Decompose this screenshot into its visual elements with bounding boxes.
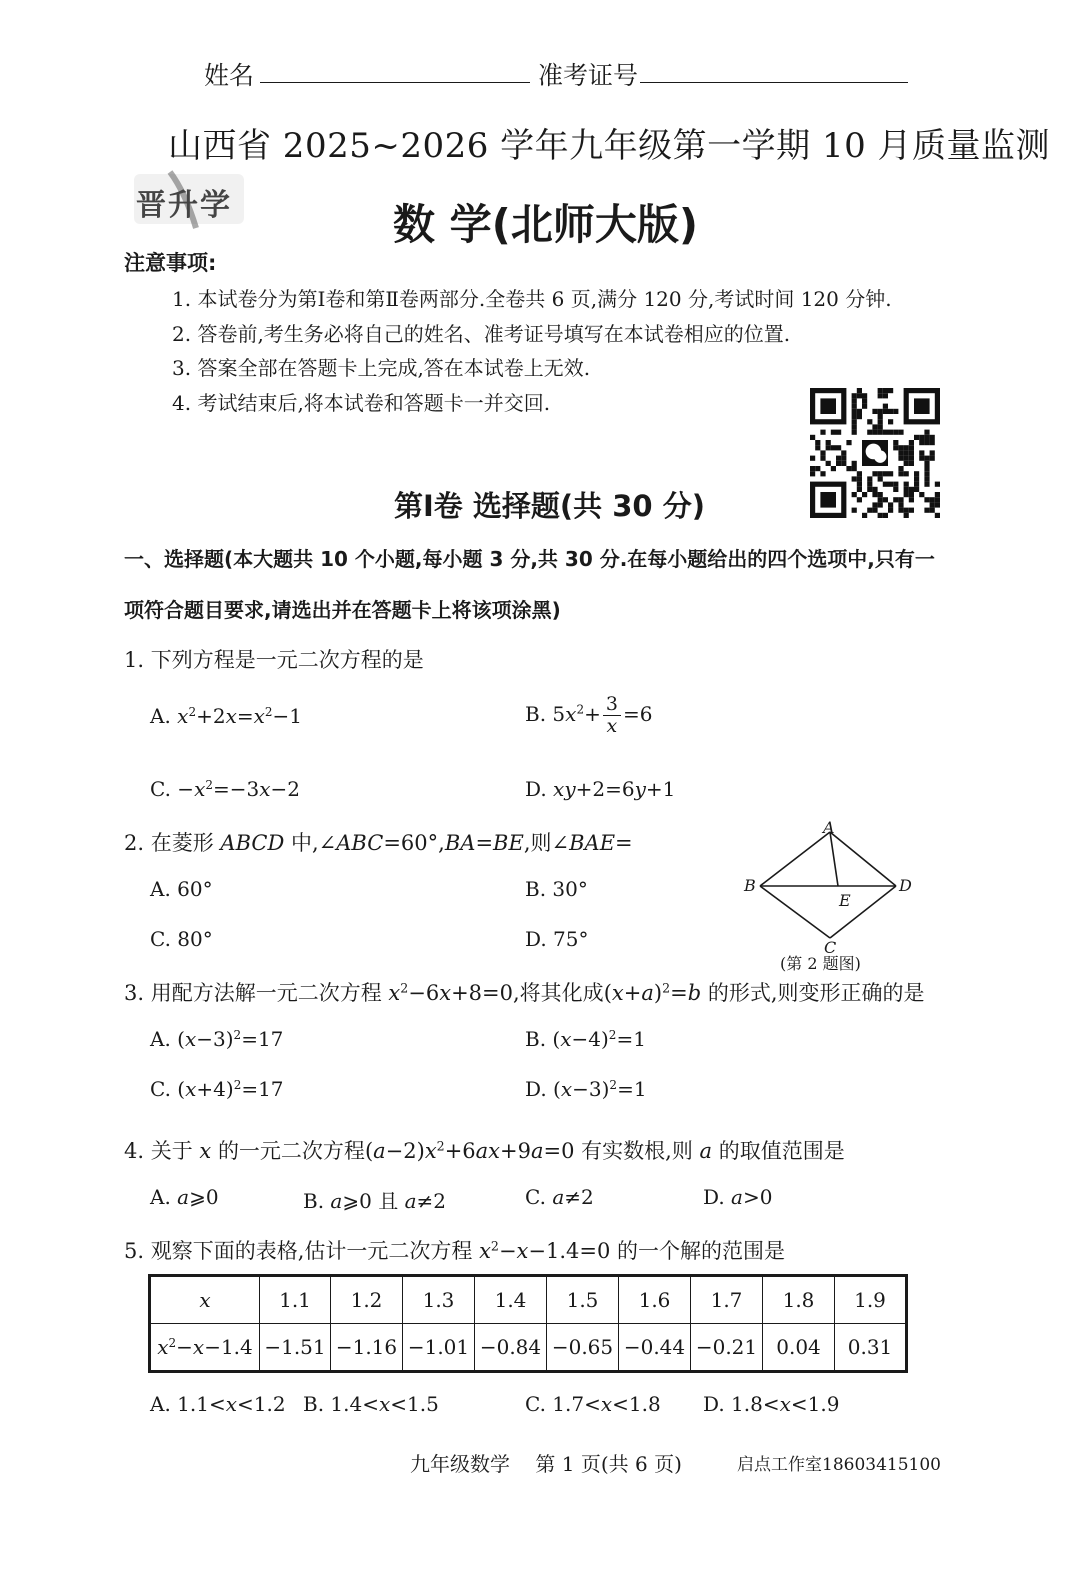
table-cell: 1.5 [547,1276,619,1324]
q3-stem: 3. 用配方法解一元二次方程 $x^2-6x+8=0$,将其化成$(x+a)^2=b$ 的形式,则变形正确的是 [124,980,925,1005]
qr-code[interactable] [810,388,940,518]
q5-option-b[interactable]: B. 1.4<x<1.5 [303,1392,439,1416]
q1-option-d[interactable]: D. xy+2=6y+1 [525,777,676,801]
q2-rhombus-figure [738,820,938,960]
q3-option-c[interactable]: C. $(x+4)^2=17$ [150,1077,284,1101]
table-cell: 1.3 [403,1276,475,1324]
table-cell: 0.31 [835,1324,907,1372]
q5-stem: 5. 观察下面的表格,估计一元二次方程 $x^2-x-1.4=0$ 的一个解的范围是 [124,1238,786,1263]
notice-item-3: 3. 答案全部在答题卡上完成,答在本试卷上无效. [172,356,591,380]
q2-figure-caption: (第 2 题图) [780,954,861,973]
logo-text: 晋升学 [136,188,232,223]
id-blank[interactable] [640,60,908,83]
q2-option-b[interactable]: B. 30° [525,877,588,901]
table-cell: −1.01 [403,1324,475,1372]
table-row-x [150,1276,907,1324]
q1-option-a[interactable]: A. $x^2+2x=x^2-1$ [150,704,303,728]
q5-option-c[interactable]: C. 1.7<x<1.8 [525,1392,661,1416]
point-c-label: C [824,938,837,957]
section-title: 第Ⅰ卷 选择题(共 30 分) [394,489,705,523]
table-row-f [150,1324,907,1372]
q3-option-a[interactable]: A. $(x-3)^2=17$ [150,1027,284,1051]
table-cell: 1.8 [763,1276,835,1324]
q3-option-b[interactable]: B. $(x-4)^2=1$ [525,1027,646,1051]
id-label: 准考证号 [538,61,639,90]
table-cell: 0.04 [763,1324,835,1372]
q1-fraction: $\frac{3}{x}$ [603,694,621,737]
q2-option-a[interactable]: A. 60° [150,877,213,901]
footer-studio: 启点工作室18603415100 [737,1455,941,1475]
table-cell: 1.7 [691,1276,763,1324]
table-cell: −0.44 [619,1324,691,1372]
q3-option-d[interactable]: D. $(x-3)^2=1$ [525,1077,647,1101]
q4-stem: 4. 关于 x 的一元二次方程$(a-2)x^2+6ax+9a=0$ 有实数根,则 a 的取值范围是 [124,1138,845,1163]
point-e-label: E [839,891,851,910]
table-cell: −0.84 [475,1324,547,1372]
table-cell: 1.4 [475,1276,547,1324]
table-cell: −0.65 [547,1324,619,1372]
q5-option-d[interactable]: D. 1.8<x<1.9 [703,1392,840,1416]
q2-stem: 2. 在菱形 ABCD 中,∠ABC=60°,BA=BE,则∠BAE= [124,831,633,855]
point-d-label: D [899,876,912,895]
notice-item-1: 1. 本试卷分为第Ⅰ卷和第Ⅱ卷两部分.全卷共 6 页,满分 120 分,考试时间 120 分钟. [172,287,892,311]
notice-heading: 注意事项: [124,251,217,275]
q4-option-d[interactable]: D. a>0 [703,1185,773,1209]
table-cell: 1.9 [835,1276,907,1324]
footer-page-info: 九年级数学 第 1 页(共 6 页) [410,1452,682,1476]
table-cell: 1.1 [260,1276,331,1324]
table-cell: 1.2 [331,1276,403,1324]
q1-stem: 1. 下列方程是一元二次方程的是 [124,648,424,672]
q2-option-d[interactable]: D. 75° [525,927,589,951]
name-label: 姓名 [204,61,255,90]
table-header-f: $x^2-x-1.4$ [150,1324,260,1372]
section-instruction-2: 项符合题目要求,请选出并在答题卡上将该项涂黑) [124,598,561,622]
q4-option-c[interactable]: C. a≠2 [525,1185,594,1209]
q5-value-table [148,1274,908,1373]
q4-option-b[interactable]: B. a⩾0 且 a≠2 [303,1189,446,1213]
notice-item-4: 4. 考试结束后,将本试卷和答题卡一并交回. [172,391,551,415]
table-cell: −1.51 [260,1324,331,1372]
q1-option-b[interactable]: B. $5x^2+$ $\frac{3}{x}$ =6 [525,693,653,737]
exam-title: 山西省 2025~2026 学年九年级第一学期 10 月质量监测 [168,126,1051,166]
q5-option-a[interactable]: A. 1.1<x<1.2 [150,1392,286,1416]
point-b-label: B [744,876,756,895]
table-cell: −0.21 [691,1324,763,1372]
notice-item-2: 2. 答卷前,考生务必将自己的姓名、准考证号填写在本试卷相应的位置. [172,322,791,346]
table-header-x: x [150,1276,260,1324]
q1-option-c[interactable]: C. $-x^2=-3x-2$ [150,777,301,801]
q2-option-c[interactable]: C. 80° [150,927,213,951]
section-instruction-1: 一、选择题(本大题共 10 个小题,每小题 3 分,共 30 分.在每小题给出的四个选项中,只有一 [124,547,935,571]
logo [130,168,248,228]
subject-title: 数 学(北师大版) [393,200,699,249]
q4-option-a[interactable]: A. a⩾0 [150,1185,219,1209]
point-a-label: A [823,820,835,837]
table-cell: 1.6 [619,1276,691,1324]
table-cell: −1.16 [331,1324,403,1372]
name-blank[interactable] [260,60,530,83]
